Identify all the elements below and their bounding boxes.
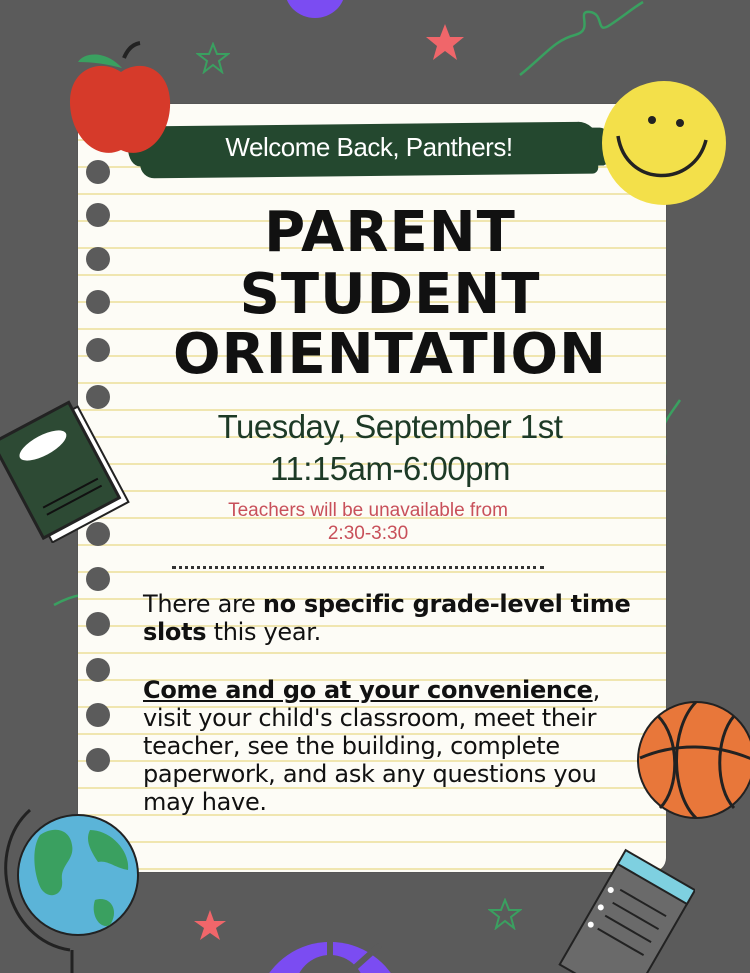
purple-circle-icon: [282, 0, 352, 25]
star-outline-icon: [196, 42, 230, 74]
binder-hole: [86, 247, 110, 271]
binder-hole: [86, 203, 110, 227]
binder-hole: [86, 658, 110, 682]
event-time: 11:15am-6:00pm: [269, 450, 511, 487]
paragraph-1-bold: no specific grade-level time slots: [143, 590, 631, 646]
binder-hole: [86, 290, 110, 314]
globe-icon: [0, 790, 150, 973]
dotted-divider: [172, 566, 544, 569]
event-date: Tuesday, September 1st: [217, 408, 563, 445]
squiggle-icon: [515, 0, 645, 80]
star-outline-icon: [488, 898, 522, 930]
title-line-3: ORIENTATION: [172, 322, 608, 387]
welcome-banner-text: Welcome Back, Panthers!: [225, 132, 513, 162]
star-icon: [192, 908, 228, 942]
basketball-icon: [630, 698, 750, 823]
smiley-face-icon: [596, 78, 732, 208]
paragraph-1-pre: There are: [143, 590, 263, 618]
binder-hole: [86, 703, 110, 727]
paragraph-time-slots: [143, 590, 643, 646]
title-line-2: STUDENT: [239, 262, 541, 327]
binder-hole: [86, 748, 110, 772]
star-icon: [424, 22, 466, 62]
teacher-notice-line-2: 2:30-3:30: [327, 523, 409, 544]
binder-hole: [86, 567, 110, 591]
protractor-icon: [255, 890, 405, 973]
paragraph-2-underlined: Come and go at your convenience: [143, 676, 593, 704]
title-line-1: PARENT: [264, 200, 516, 265]
paragraph-come-and-go: [143, 676, 643, 816]
book-icon: [0, 398, 130, 543]
apple-icon: [66, 40, 176, 165]
clipboard-icon: [545, 840, 695, 973]
paragraph-2-rest: , visit your child's classroom, meet their teacher, see the building, complete paperwork, and ask any questions you may have.: [143, 676, 600, 816]
binder-hole: [86, 338, 110, 362]
binder-hole: [86, 612, 110, 636]
teacher-notice-line-1: Teachers will be unavailable from: [228, 500, 508, 521]
paragraph-1-post: this year.: [206, 618, 321, 646]
